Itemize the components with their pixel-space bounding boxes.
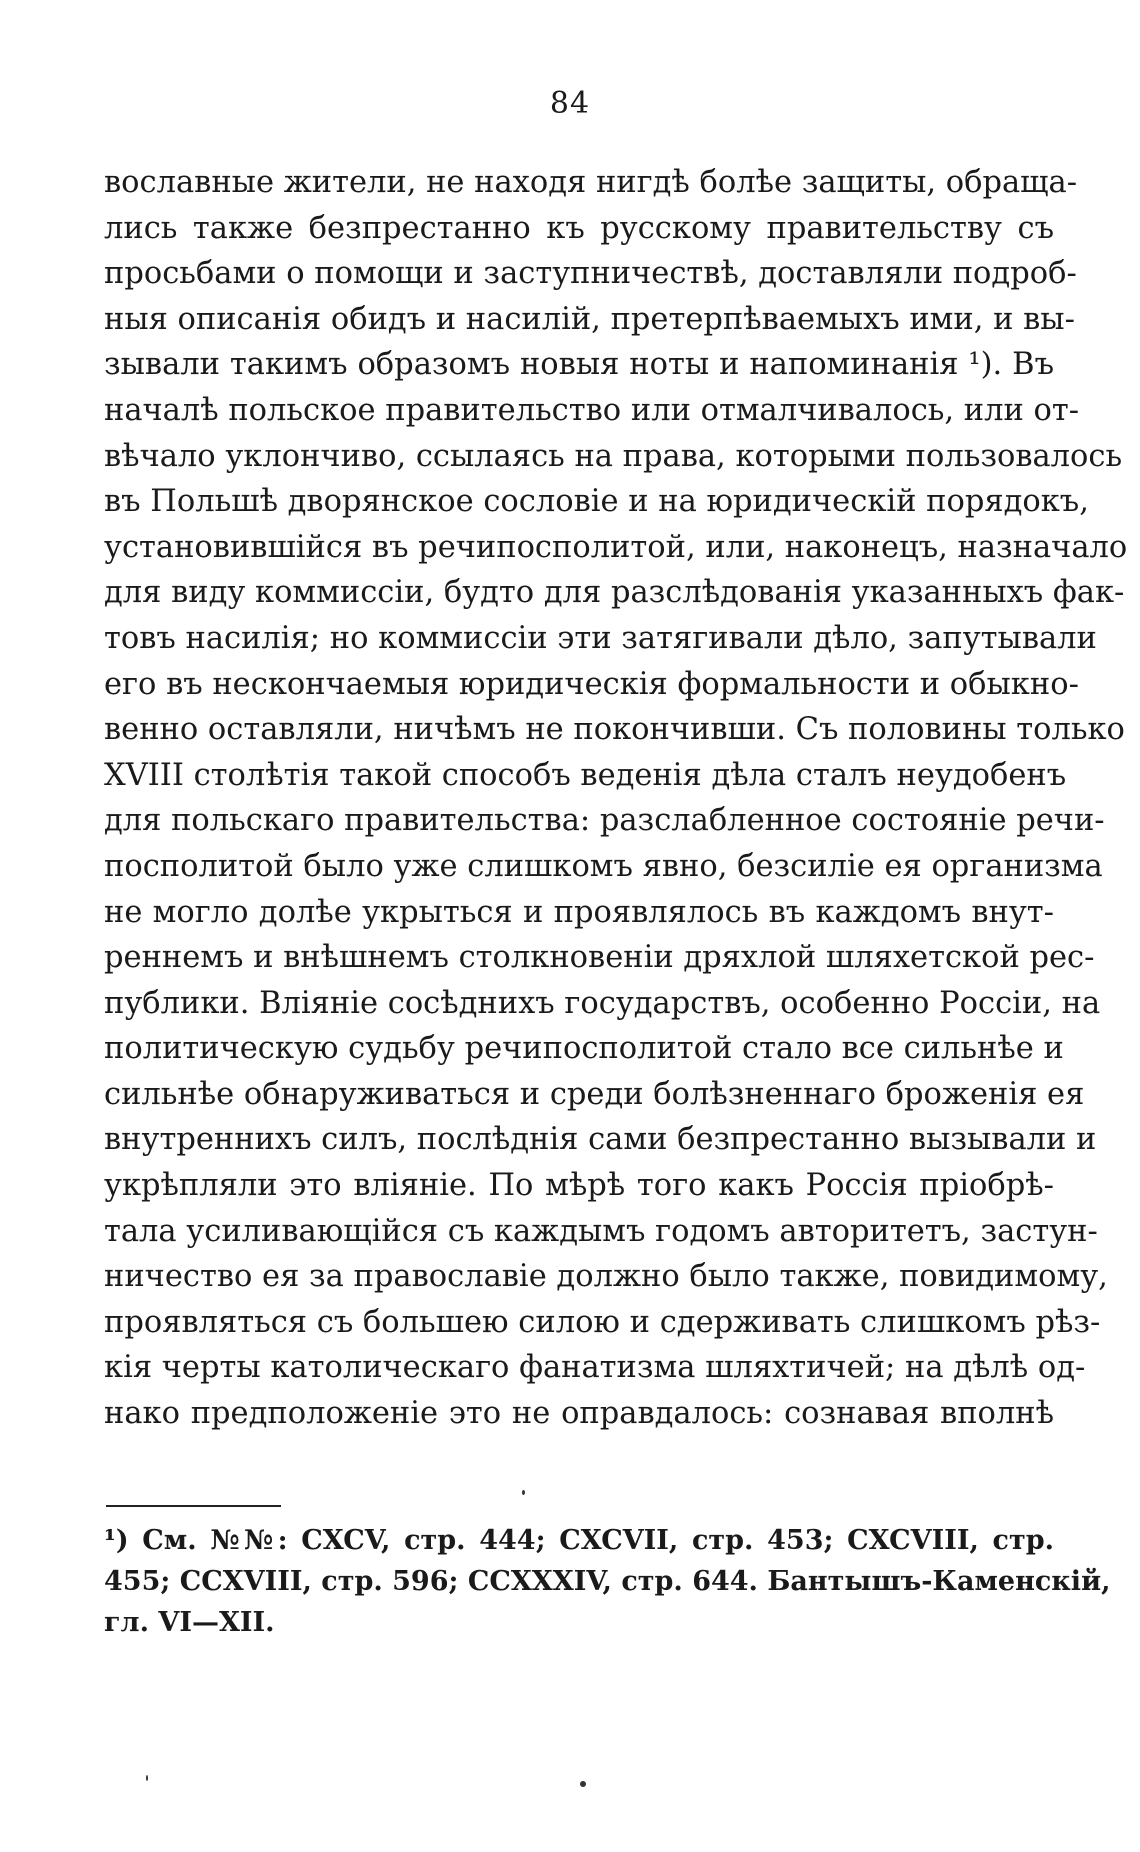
body-line: посполитой было уже слишкомъ явно, безсиліе ея организма bbox=[104, 848, 1103, 884]
body-line: нако предположеніе это не оправдалось: сознавая вполнѣ bbox=[104, 1396, 1054, 1432]
body-line: ныя описанія обидъ и насилій, претерпѣваемыхъ ими, и вы- bbox=[104, 301, 1075, 337]
body-line: публики. Вліяніе сосѣднихъ государствъ, особенно Россіи, на bbox=[104, 985, 1101, 1021]
body-line: въ Польшѣ дворянское сословіе и на юридическій порядокъ, bbox=[104, 484, 1089, 520]
body-line: просьбами о помощи и заступничествѣ, доставляли подроб- bbox=[104, 256, 1077, 292]
page-number: 84 bbox=[549, 86, 591, 121]
body-line: для виду коммиссіи, будто для разслѣдованія указанныхъ фак- bbox=[104, 575, 1125, 611]
body-line: его въ нескончаемыя юридическія формальности и обыкно- bbox=[104, 666, 1079, 702]
body-line: укрѣпляли это вліяніе. По мѣрѣ того какъ Россія пріобрѣ- bbox=[104, 1168, 1054, 1204]
body-line: лись также безпрестанно къ русскому правительству съ bbox=[104, 210, 1054, 246]
footnote-divider bbox=[106, 1505, 281, 1507]
body-line: зывали такимъ образомъ новыя ноты и напоминанія ¹). Въ bbox=[104, 347, 1054, 383]
scan-speck bbox=[146, 1775, 148, 1781]
scan-speck bbox=[522, 1490, 525, 1495]
body-line: товъ насилія; но коммиссіи эти затягивали дѣло, запутывали bbox=[104, 620, 1097, 656]
body-line: ничество ея за православіе должно было также, повидимому, bbox=[104, 1259, 1108, 1295]
body-line: вѣчало уклончиво, ссылаясь на права, которыми пользовалось bbox=[104, 438, 1123, 474]
footnote-line: гл. VI—XII. bbox=[104, 1607, 275, 1638]
footnote-line: 455; CCXVIII, стр. 596; CCXXXIV, стр. 644. Бантышъ-Каменскій, bbox=[104, 1566, 1111, 1597]
footnote bbox=[104, 1520, 1111, 1643]
body-line: не могло долѣе укрыться и проявлялось въ каждомъ внут- bbox=[104, 894, 1054, 930]
body-line: сильнѣе обнаруживаться и среди болѣзненнаго броженія ея bbox=[104, 1076, 1085, 1112]
body-line: внутреннихъ силъ, послѣднія сами безпрестанно вызывали и bbox=[104, 1122, 1097, 1158]
body-line: XVIII столѣтія такой способъ веденія дѣла сталъ неудобенъ bbox=[104, 757, 1067, 793]
body-line: венно оставляли, ничѣмъ не покончивши. Съ половины только bbox=[104, 712, 1125, 748]
body-line: проявляться съ большею силою и сдерживать слишкомъ рѣз- bbox=[104, 1304, 1101, 1340]
body-line: политическую судьбу речипосполитой стало все сильнѣе и bbox=[104, 1031, 1064, 1067]
scan-speck bbox=[580, 1781, 586, 1787]
footnote-line: ¹) См. №№: CXCV, стр. 444; CXCVII, стр. 453; CXCVIII, стр. bbox=[104, 1525, 1054, 1556]
body-line: вославные жители, не находя нигдѣ болѣе защиты, обраща- bbox=[104, 165, 1078, 200]
body-line: для польскаго правительства: разслабленное состояніе речи- bbox=[104, 803, 1105, 839]
body-line: началѣ польское правительство или отмалчивалось, или от- bbox=[104, 392, 1080, 428]
body-line: реннемъ и внѣшнемъ столкновеніи дряхлой шляхетской рес- bbox=[104, 940, 1095, 976]
body-line: установившійся въ речипосполитой, или, наконецъ, назначало bbox=[104, 529, 1128, 565]
body-text bbox=[104, 160, 1128, 1437]
body-line: кія черты католическаго фанатизма шляхтичей; на дѣлѣ од- bbox=[104, 1350, 1086, 1386]
body-line: тала усиливающійся съ каждымъ годомъ авторитетъ, застун- bbox=[104, 1213, 1098, 1249]
